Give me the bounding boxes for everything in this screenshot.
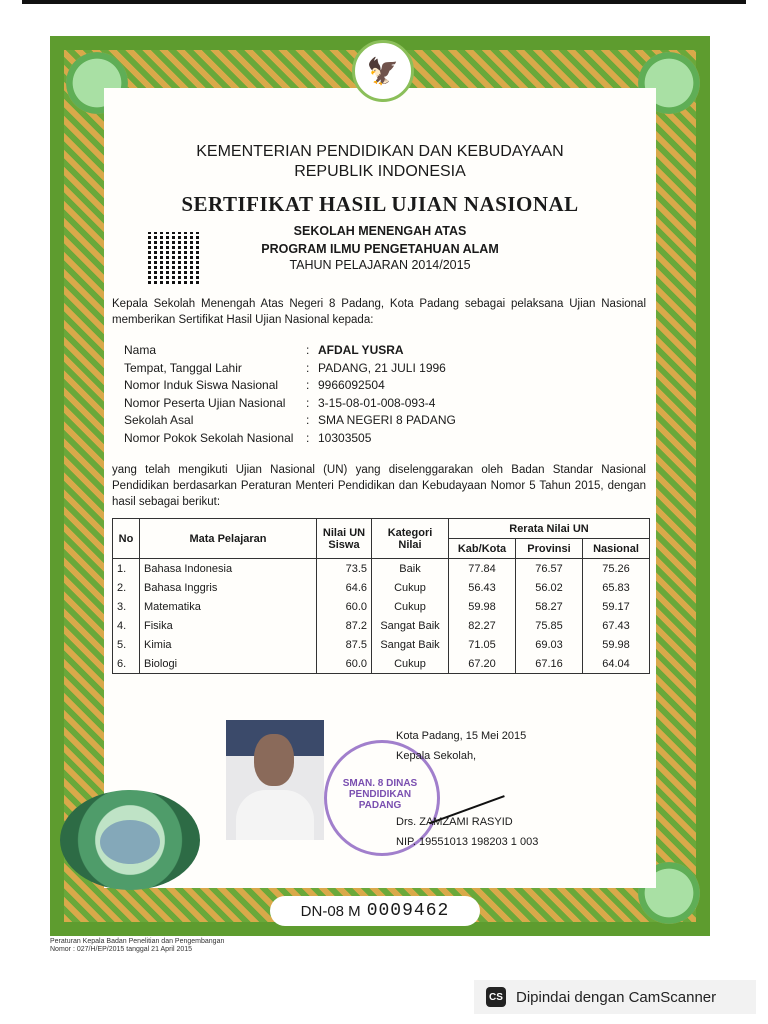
cell-subject: Fisika <box>140 616 317 635</box>
header-score: Nilai UN Siswa <box>317 519 372 559</box>
cell-subject: Matematika <box>140 597 317 616</box>
header-province: Provinsi <box>516 539 583 559</box>
serial-digits: 0009462 <box>366 901 450 921</box>
header-national: Nasional <box>583 539 650 559</box>
cell-category: Cukup <box>372 654 449 674</box>
cell-score: 73.5 <box>317 559 372 579</box>
garuda-emblem-icon: 🦅 <box>352 40 414 102</box>
info-label: Tempat, Tanggal Lahir <box>124 360 242 375</box>
cell-province: 58.27 <box>516 597 583 616</box>
camscanner-watermark <box>474 980 756 1014</box>
student-photo <box>226 720 324 840</box>
stamp-text: SMAN. 8 DINAS PENDIDIKAN PADANG <box>342 778 418 811</box>
school-line-2: PROGRAM ILMU PENGETAHUAN ALAM <box>261 242 499 256</box>
info-label: Nomor Induk Siswa Nasional <box>124 378 279 392</box>
cell-no: 1. <box>113 559 140 579</box>
academic-year: TAHUN PELAJARAN 2014/2015 <box>289 258 471 272</box>
info-row-birth: Tempat, Tanggal Lahir : PADANG, 21 JULI 1996 <box>124 360 456 378</box>
cell-city: 77.84 <box>449 559 516 579</box>
student-info <box>124 342 456 447</box>
cell-national: 59.17 <box>583 597 650 616</box>
cell-national: 75.26 <box>583 559 650 579</box>
header-category: Kategori Nilai <box>372 519 449 559</box>
ministry-heading <box>104 142 656 182</box>
top-scan-edge <box>22 0 746 4</box>
table-row <box>113 597 650 616</box>
table-row <box>113 635 650 654</box>
cell-no: 5. <box>113 635 140 654</box>
sign-place-date: Kota Padang, 15 Mei 2015 <box>396 730 527 742</box>
cell-province: 75.85 <box>516 616 583 635</box>
certificate-title: SERTIFIKAT HASIL UJIAN NASIONAL <box>181 192 579 216</box>
regulation-footnote <box>50 938 224 954</box>
sign-nip: NIP. 19551013 198203 1 003 <box>396 836 539 848</box>
cell-no: 3. <box>113 597 140 616</box>
cell-no: 2. <box>113 578 140 597</box>
header-city: Kab/Kota <box>449 539 516 559</box>
cell-no: 6. <box>113 654 140 674</box>
info-row-name: Nama : AFDAL YUSRA <box>124 342 456 360</box>
cell-province: 69.03 <box>516 635 583 654</box>
photo-face <box>254 734 294 786</box>
footnote-line-1: Peraturan Kepala Badan Penelitian dan Pengembangan <box>50 938 225 945</box>
info-label: Nama <box>124 343 157 357</box>
serial-number <box>270 896 480 926</box>
cell-subject: Biologi <box>140 654 317 674</box>
cell-city: 59.98 <box>449 597 516 616</box>
photo-shirt <box>236 790 314 840</box>
sign-role: Kepala Sekolah, <box>396 750 477 762</box>
cell-national: 64.04 <box>583 654 650 674</box>
cell-city: 56.43 <box>449 578 516 597</box>
info-label: Sekolah Asal <box>124 413 194 427</box>
cell-category: Sangat Baik <box>372 635 449 654</box>
info-row-npsn: Nomor Pokok Sekolah Nasional : 10303505 <box>124 430 456 448</box>
cell-category: Cukup <box>372 578 449 597</box>
table-row <box>113 578 650 597</box>
info-row-nisn: Nomor Induk Siswa Nasional : 9966092504 <box>124 377 456 395</box>
cell-subject: Bahasa Indonesia <box>140 559 317 579</box>
info-value: SMA NEGERI 8 PADANG <box>318 413 456 427</box>
footnote-line-2: Nomor : 027/H/EP/2015 tanggal 21 April 2015 <box>50 946 193 953</box>
sign-name: Drs. ZAMZAMI RASYID <box>396 816 513 828</box>
intro-paragraph: Kepala Sekolah Menengah Atas Negeri 8 Padang, Kota Padang sebagai pelaksana Ujian Nasional memberikan Sertifikat Hasil Ujian Nasional kepada: <box>112 298 646 326</box>
info-value: AFDAL YUSRA <box>318 343 404 357</box>
cell-category: Cukup <box>372 597 449 616</box>
table-row <box>113 654 650 674</box>
info-label: Nomor Peserta Ujian Nasional <box>124 395 286 410</box>
header-no: No <box>113 519 140 559</box>
cell-score: 60.0 <box>317 654 372 674</box>
grades-table <box>112 518 650 674</box>
cell-national: 59.98 <box>583 635 650 654</box>
camscanner-logo-icon: CS <box>486 987 506 1007</box>
info-row-exam-number: Nomor Peserta Ujian Nasional : 3-15-08-01-008-093-4 <box>124 395 456 413</box>
cell-city: 67.20 <box>449 654 516 674</box>
ministry-line-2: REPUBLIK INDONESIA <box>294 163 466 180</box>
ministry-line-1: KEMENTERIAN PENDIDIKAN DAN KEBUDAYAAN <box>196 143 564 160</box>
info-value: 10303505 <box>318 430 372 445</box>
info-value: 3-15-08-01-008-093-4 <box>318 395 436 410</box>
cell-national: 67.43 <box>583 616 650 635</box>
cell-province: 56.02 <box>516 578 583 597</box>
cell-city: 71.05 <box>449 635 516 654</box>
cell-subject: Kimia <box>140 635 317 654</box>
cell-no: 4. <box>113 616 140 635</box>
cell-score: 64.6 <box>317 578 372 597</box>
table-row <box>113 559 650 579</box>
cell-subject: Bahasa Inggris <box>140 578 317 597</box>
cell-city: 82.27 <box>449 616 516 635</box>
cell-province: 67.16 <box>516 654 583 674</box>
info-row-school: Sekolah Asal : SMA NEGERI 8 PADANG <box>124 412 456 430</box>
school-line-1: SEKOLAH MENENGAH ATAS <box>293 224 467 238</box>
cell-score: 87.2 <box>317 616 372 635</box>
info-value: 9966092504 <box>318 378 385 392</box>
header-average: Rerata Nilai UN <box>449 519 650 539</box>
cell-score: 87.5 <box>317 635 372 654</box>
camscanner-label: Dipindai dengan CamScanner <box>516 988 717 1006</box>
cell-category: Sangat Baik <box>372 616 449 635</box>
cell-province: 76.57 <box>516 559 583 579</box>
info-value: PADANG, 21 JULI 1996 <box>318 360 446 375</box>
school-heading <box>104 222 656 258</box>
cell-score: 60.0 <box>317 597 372 616</box>
ministry-logo-icon <box>100 820 160 864</box>
serial-prefix: DN-08 M <box>300 902 361 920</box>
statement-paragraph: yang telah mengikuti Ujian Nasional (UN) yang diselenggarakan oleh Badan Standar Nasional Pendidikan berdasarkan Peraturan Menteri Pendidikan dan Kebudayaan Nomor 5 Tahun 2015, dengan hasil sebagai berikut: <box>112 464 646 508</box>
info-label: Nomor Pokok Sekolah Nasional <box>124 430 294 445</box>
header-subject: Mata Pelajaran <box>140 519 317 559</box>
table-row <box>113 616 650 635</box>
cell-national: 65.83 <box>583 578 650 597</box>
cell-category: Baik <box>372 559 449 579</box>
